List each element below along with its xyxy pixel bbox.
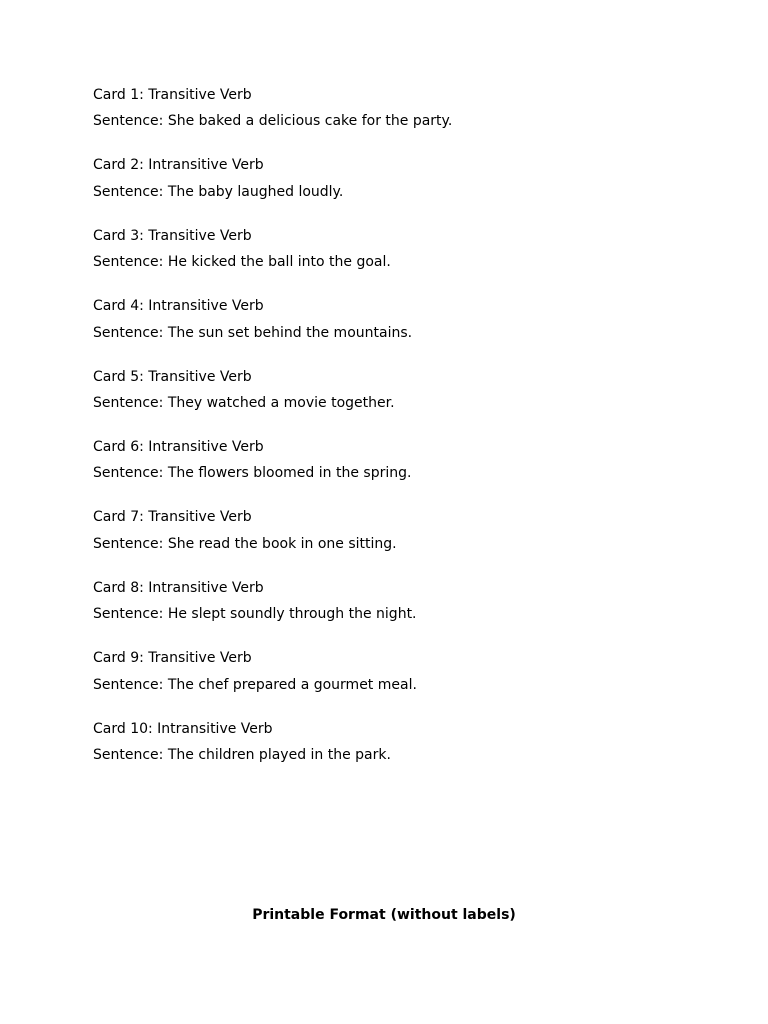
card-title: Card 10: Intransitive Verb — [93, 720, 273, 737]
card-sentence: Sentence: She baked a delicious cake for the party. — [93, 113, 453, 130]
card-title: Card 4: Intransitive Verb — [93, 298, 264, 315]
card-sentence: Sentence: The sun set behind the mountains. — [93, 324, 413, 341]
card-sentence: Sentence: She read the book in one sitting. — [93, 535, 397, 552]
card-title: Card 5: Transitive Verb — [93, 368, 252, 385]
card-item — [93, 720, 675, 764]
card-title: Card 1: Transitive Verb — [93, 87, 252, 103]
card-sentence: Sentence: The flowers bloomed in the spring. — [93, 465, 412, 482]
card-sentence: Sentence: The chef prepared a gourmet meal. — [93, 676, 417, 693]
card-item — [93, 579, 675, 623]
card-item — [93, 368, 675, 412]
card-item — [93, 508, 675, 552]
card-item — [93, 438, 675, 482]
card-title: Card 2: Intransitive Verb — [93, 157, 264, 174]
card-sentence: Sentence: He slept soundly through the night. — [93, 606, 417, 623]
card-item — [93, 86, 675, 130]
card-sentence: Sentence: He kicked the ball into the goal. — [93, 254, 391, 271]
card-list — [93, 86, 675, 790]
card-item — [93, 649, 675, 693]
card-title: Card 3: Transitive Verb — [93, 227, 252, 244]
card-title: Card 7: Transitive Verb — [93, 509, 252, 526]
card-item — [93, 227, 675, 271]
card-sentence: Sentence: They watched a movie together. — [93, 394, 395, 411]
card-sentence: Sentence: The children played in the park. — [93, 746, 391, 763]
section-heading: Printable Format (without labels) — [252, 907, 516, 923]
card-title: Card 6: Intransitive Verb — [93, 438, 264, 455]
card-sentence: Sentence: The baby laughed loudly. — [93, 183, 344, 200]
card-item — [93, 297, 675, 341]
card-title: Card 9: Transitive Verb — [93, 650, 252, 667]
card-title: Card 8: Intransitive Verb — [93, 579, 264, 596]
card-item — [93, 156, 675, 200]
